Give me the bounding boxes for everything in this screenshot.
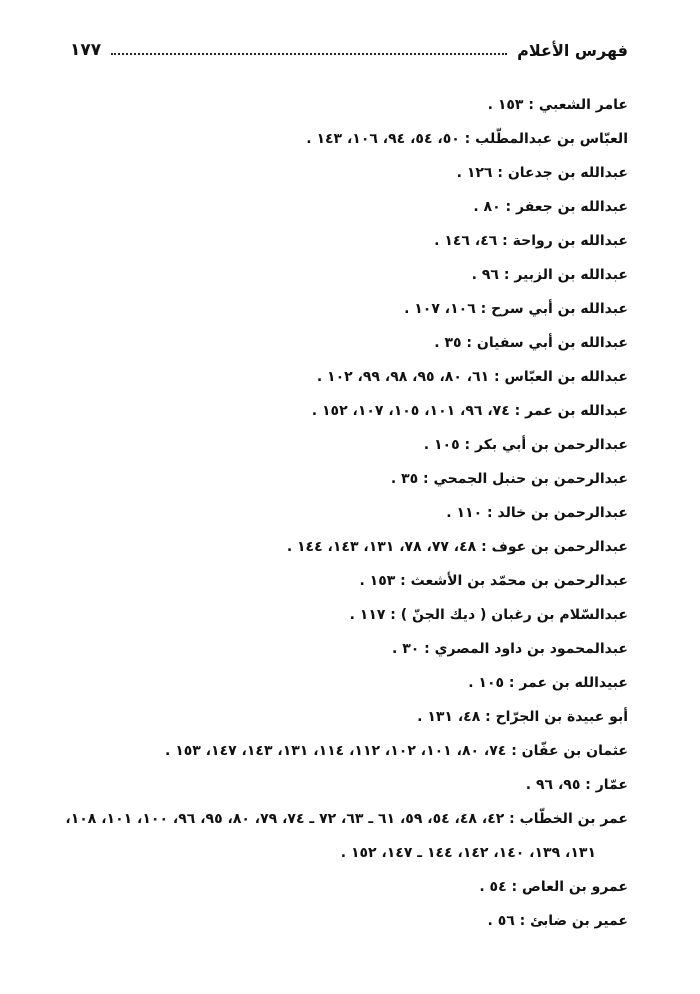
index-entry: عمرو بن العاص : ٥٤ . [479,879,628,895]
index-entry: عبدالرحمن بن حنبل الجمحي : ٣٥ . [390,471,628,487]
index-entry: أبو عبيدة بن الجرّاح : ٤٨، ١٣١ . [417,709,628,725]
index-entry-continuation: ١٣١، ١٣٩، ١٤٠، ١٤٢، ١٤٤ ـ ١٤٧، ١٥٢ . [340,845,596,861]
index-entry: عامر الشعبي : ١٥٣ . [487,97,628,113]
index-entry: عمير بن ضابئ : ٥٦ . [487,913,628,929]
index-entry: عثمان بن عفّان : ٧٤، ٨٠، ١٠١، ١٠٢، ١١٢، ١١٤، ١٣١، ١٤٣، ١٤٧، ١٥٣ . [164,743,628,759]
index-entry: عبدالله بن أبي سفيان : ٣٥ . [434,335,628,351]
index-entry: عبدالله بن الزبير : ٩٦ . [471,267,628,283]
index-entry: عبدالله بن عمر : ٧٤، ٩٦، ١٠١، ١٠٥، ١٠٧، ١٥٢ . [311,403,628,419]
page-number: ١٧٧ [70,40,102,60]
index-entry: عمر بن الخطّاب : ٤٢، ٤٨، ٥٤، ٥٩، ٦١ ـ ٦٣، ٧٢ ـ ٧٤، ٧٩، ٨٠، ٩٥، ٩٦، ١٠٠، ١٠١، ١٠٨، [65,811,628,827]
index-entry: عبدالرحمن بن خالد : ١١٠ . [446,505,628,521]
index-entry: عبدالله بن العبّاس : ٦١، ٨٠، ٩٥، ٩٨، ٩٩، ١٠٢ . [316,369,628,385]
index-entry: عبدالرحمن بن عوف : ٤٨، ٧٧، ٧٨، ١٣١، ١٤٣، ١٤٤ . [286,539,628,555]
page-header [70,38,628,62]
header-title: فهرس الأعلام [517,40,628,60]
index-entry: عبدالمحمود بن داود المصري : ٣٠ . [391,641,628,657]
index-entry: عبدالله بن جعفر : ٨٠ . [473,199,628,215]
index-entry: عمّار : ٩٥، ٩٦ . [525,777,628,793]
index-entry: العبّاس بن عبدالمطّلب : ٥٠، ٥٤، ٩٤، ١٠٦، ١٤٣ . [306,131,628,147]
index-entry: عبدالله بن رواحة : ٤٦، ١٤٦ . [434,233,628,249]
name-index-list [65,88,628,938]
index-entry: عبدالرحمن بن أبي بكر : ١٠٥ . [423,437,628,453]
index-entry: عبدالله بن جدعان : ١٢٦ . [456,165,628,181]
index-entry: عبيدالله بن عمر : ١٠٥ . [468,675,628,691]
index-entry: عبدالرحمن بن محمّد بن الأشعث : ١٥٣ . [359,573,628,589]
index-entry: عبدالله بن أبي سرح : ١٠٦، ١٠٧ . [404,301,628,317]
index-entry: عبدالسّلام بن رغبان ( ديك الجنّ ) : ١١٧ . [349,607,628,623]
header-dot-leader [111,53,507,55]
